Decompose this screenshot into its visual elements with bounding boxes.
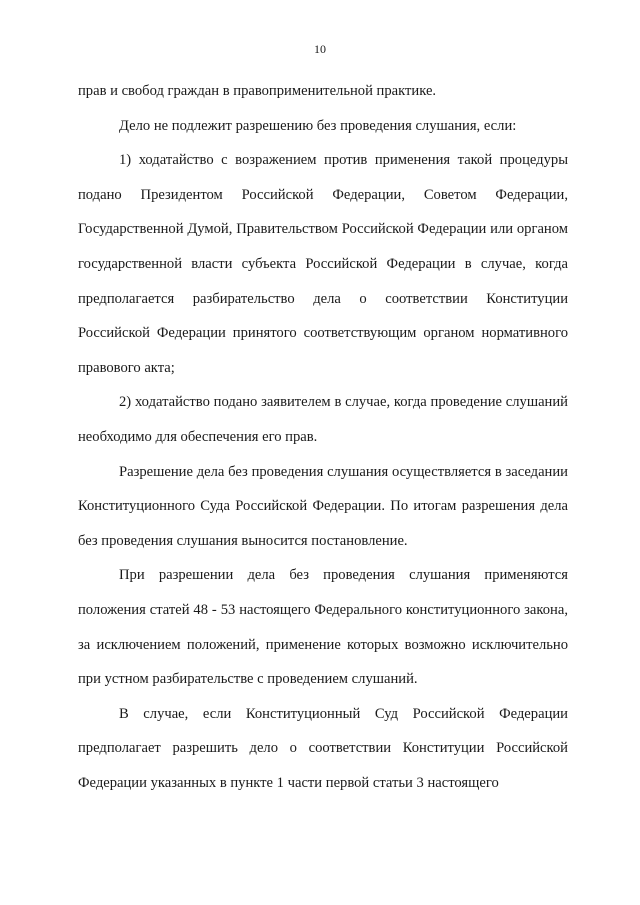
paragraph-case: В случае, если Конституционный Суд Российской Федерации предполагает разрешить дело о соответствии Конституции Российской Федерации указанных в пункте 1 части первой статьи 3 настоящего xyxy=(78,705,568,791)
page-number: 10 xyxy=(314,42,326,56)
paragraph-item-1: 1) ходатайство с возражением против применения такой процедуры подано Президентом Российской Федерации, Советом Федерации, Государственной Думой, Правительством Российской Федерации или органом государственной власти субъекта Российской Федерации в случае, когда предполагается разбирательство дела о соответствии Конституции Российской Федерации принятого соответствующим органом нормативного правового акта; xyxy=(78,152,568,376)
paragraph-application: При разрешении дела без проведения слушания применяются положения статей 48 - 53 настоящего Федерального конституционного закона, за исключением положений, применение которых возможно исключительно при устном разбирательстве с проведением слушаний. xyxy=(78,567,568,688)
paragraph-continuation: прав и свобод граждан в правоприменительной практике. xyxy=(78,83,437,99)
paragraph-resolution: Разрешение дела без проведения слушания осуществляется в заседании Конституционного Суда Российской Федерации. По итогам разрешения дела без проведения слушания выносится постановление. xyxy=(78,463,568,549)
body-text xyxy=(78,74,568,800)
paragraph-item-2: 2) ходатайство подано заявителем в случае, когда проведение слушаний необходимо для обеспечения его прав. xyxy=(78,394,568,445)
paragraph-intro: Дело не подлежит разрешению без проведения слушания, если: xyxy=(119,117,517,134)
